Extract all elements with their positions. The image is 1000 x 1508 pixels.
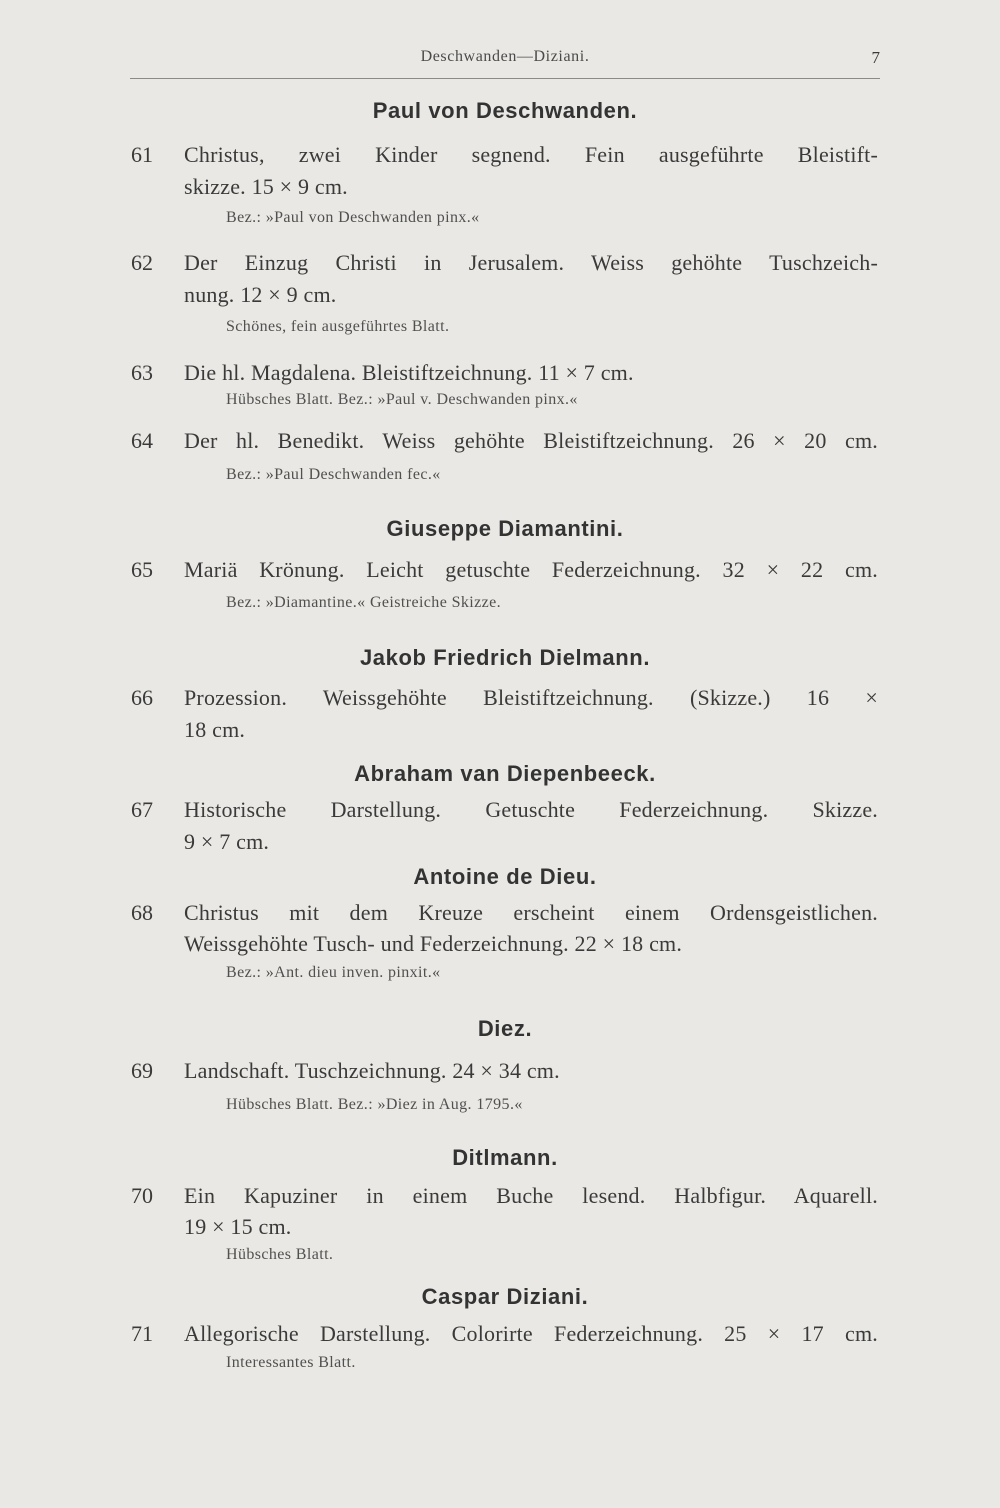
- entry-note: Interessantes Blatt.: [226, 1354, 356, 1371]
- entry-number: 69: [131, 1058, 153, 1083]
- running-head: [130, 48, 880, 72]
- entry-line: Weissgehöhte Tusch- und Federzeichnung. 22 × 18 cm.: [184, 931, 683, 956]
- entry-line: 9 × 7 cm.: [184, 829, 270, 854]
- entry-number: 66: [131, 685, 153, 710]
- artist-heading: Paul von Deschwanden.: [372, 98, 638, 123]
- entry-number: 71: [131, 1321, 153, 1346]
- entry-number: 70: [131, 1183, 153, 1208]
- artist-heading: Ditlmann.: [452, 1145, 558, 1170]
- entry-line: Die hl. Magdalena. Bleistiftzeichnung. 11 × 7 cm.: [184, 360, 634, 385]
- entry-line: Ein Kapuziner in einem Buche lesend. Halbfigur. Aquarell.: [184, 1183, 878, 1208]
- artist-heading: Antoine de Dieu.: [413, 864, 597, 889]
- entry-line: Christus mit dem Kreuze erscheint einem Ordensgeistlichen.: [184, 900, 878, 925]
- running-title: Deschwanden—Diziani.: [420, 48, 590, 65]
- entry-number: 61: [131, 142, 153, 167]
- entry-line: Prozession. Weissgehöhte Bleistiftzeichnung. (Skizze.) 16 ×: [184, 685, 878, 710]
- entry-note: Bez.: »Paul von Deschwanden pinx.«: [226, 209, 480, 226]
- entry-note: Hübsches Blatt.: [226, 1246, 334, 1263]
- entry-line: Mariä Krönung. Leicht getuschte Federzeichnung. 32 × 22 cm.: [184, 557, 878, 582]
- entry-number: 64: [131, 428, 153, 453]
- entry-line: Der Einzug Christi in Jerusalem. Weiss gehöhte Tuschzeich-: [184, 250, 878, 275]
- entry-line: Christus, zwei Kinder segnend. Fein ausgeführte Bleistift-: [184, 142, 878, 167]
- entry-line: Der hl. Benedikt. Weiss gehöhte Bleistiftzeichnung. 26 × 20 cm.: [184, 428, 878, 453]
- entry-note: Bez.: »Paul Deschwanden fec.«: [226, 466, 441, 483]
- entry-note: Bez.: »Diamantine.« Geistreiche Skizze.: [226, 594, 502, 611]
- entry-number: 68: [131, 900, 153, 925]
- entry-line: Historische Darstellung. Getuschte Federzeichnung. Skizze.: [184, 797, 878, 822]
- artist-heading: Caspar Diziani.: [421, 1284, 589, 1309]
- artist-heading: Diez.: [477, 1016, 533, 1041]
- entry-line: Allegorische Darstellung. Colorirte Federzeichnung. 25 × 17 cm.: [184, 1321, 878, 1346]
- entry-line: skizze. 15 × 9 cm.: [184, 174, 348, 199]
- entry-note: Bez.: »Ant. dieu inven. pinxit.«: [226, 964, 441, 981]
- entry-note: Schönes, fein ausgeführtes Blatt.: [226, 318, 450, 335]
- entry-line: 18 cm.: [184, 717, 246, 742]
- entry-number: 67: [131, 797, 153, 822]
- artist-heading: Abraham van Diepenbeeck.: [354, 761, 656, 786]
- header-rule: [130, 78, 880, 79]
- entry-line: Landschaft. Tuschzeichnung. 24 × 34 cm.: [184, 1058, 560, 1083]
- artist-heading: Jakob Friedrich Dielmann.: [359, 645, 651, 670]
- entry-number: 63: [131, 360, 153, 385]
- artist-heading: Giuseppe Diamantini.: [386, 516, 624, 541]
- page-number: 7: [871, 48, 880, 67]
- entry-number: 65: [131, 557, 153, 582]
- entry-note: Hübsches Blatt. Bez.: »Diez in Aug. 1795.«: [226, 1096, 523, 1113]
- entry-line: 19 × 15 cm.: [184, 1214, 292, 1239]
- entry-number: 62: [131, 250, 153, 275]
- entry-line: nung. 12 × 9 cm.: [184, 282, 337, 307]
- entry-note: Hübsches Blatt. Bez.: »Paul v. Deschwanden pinx.«: [226, 391, 578, 408]
